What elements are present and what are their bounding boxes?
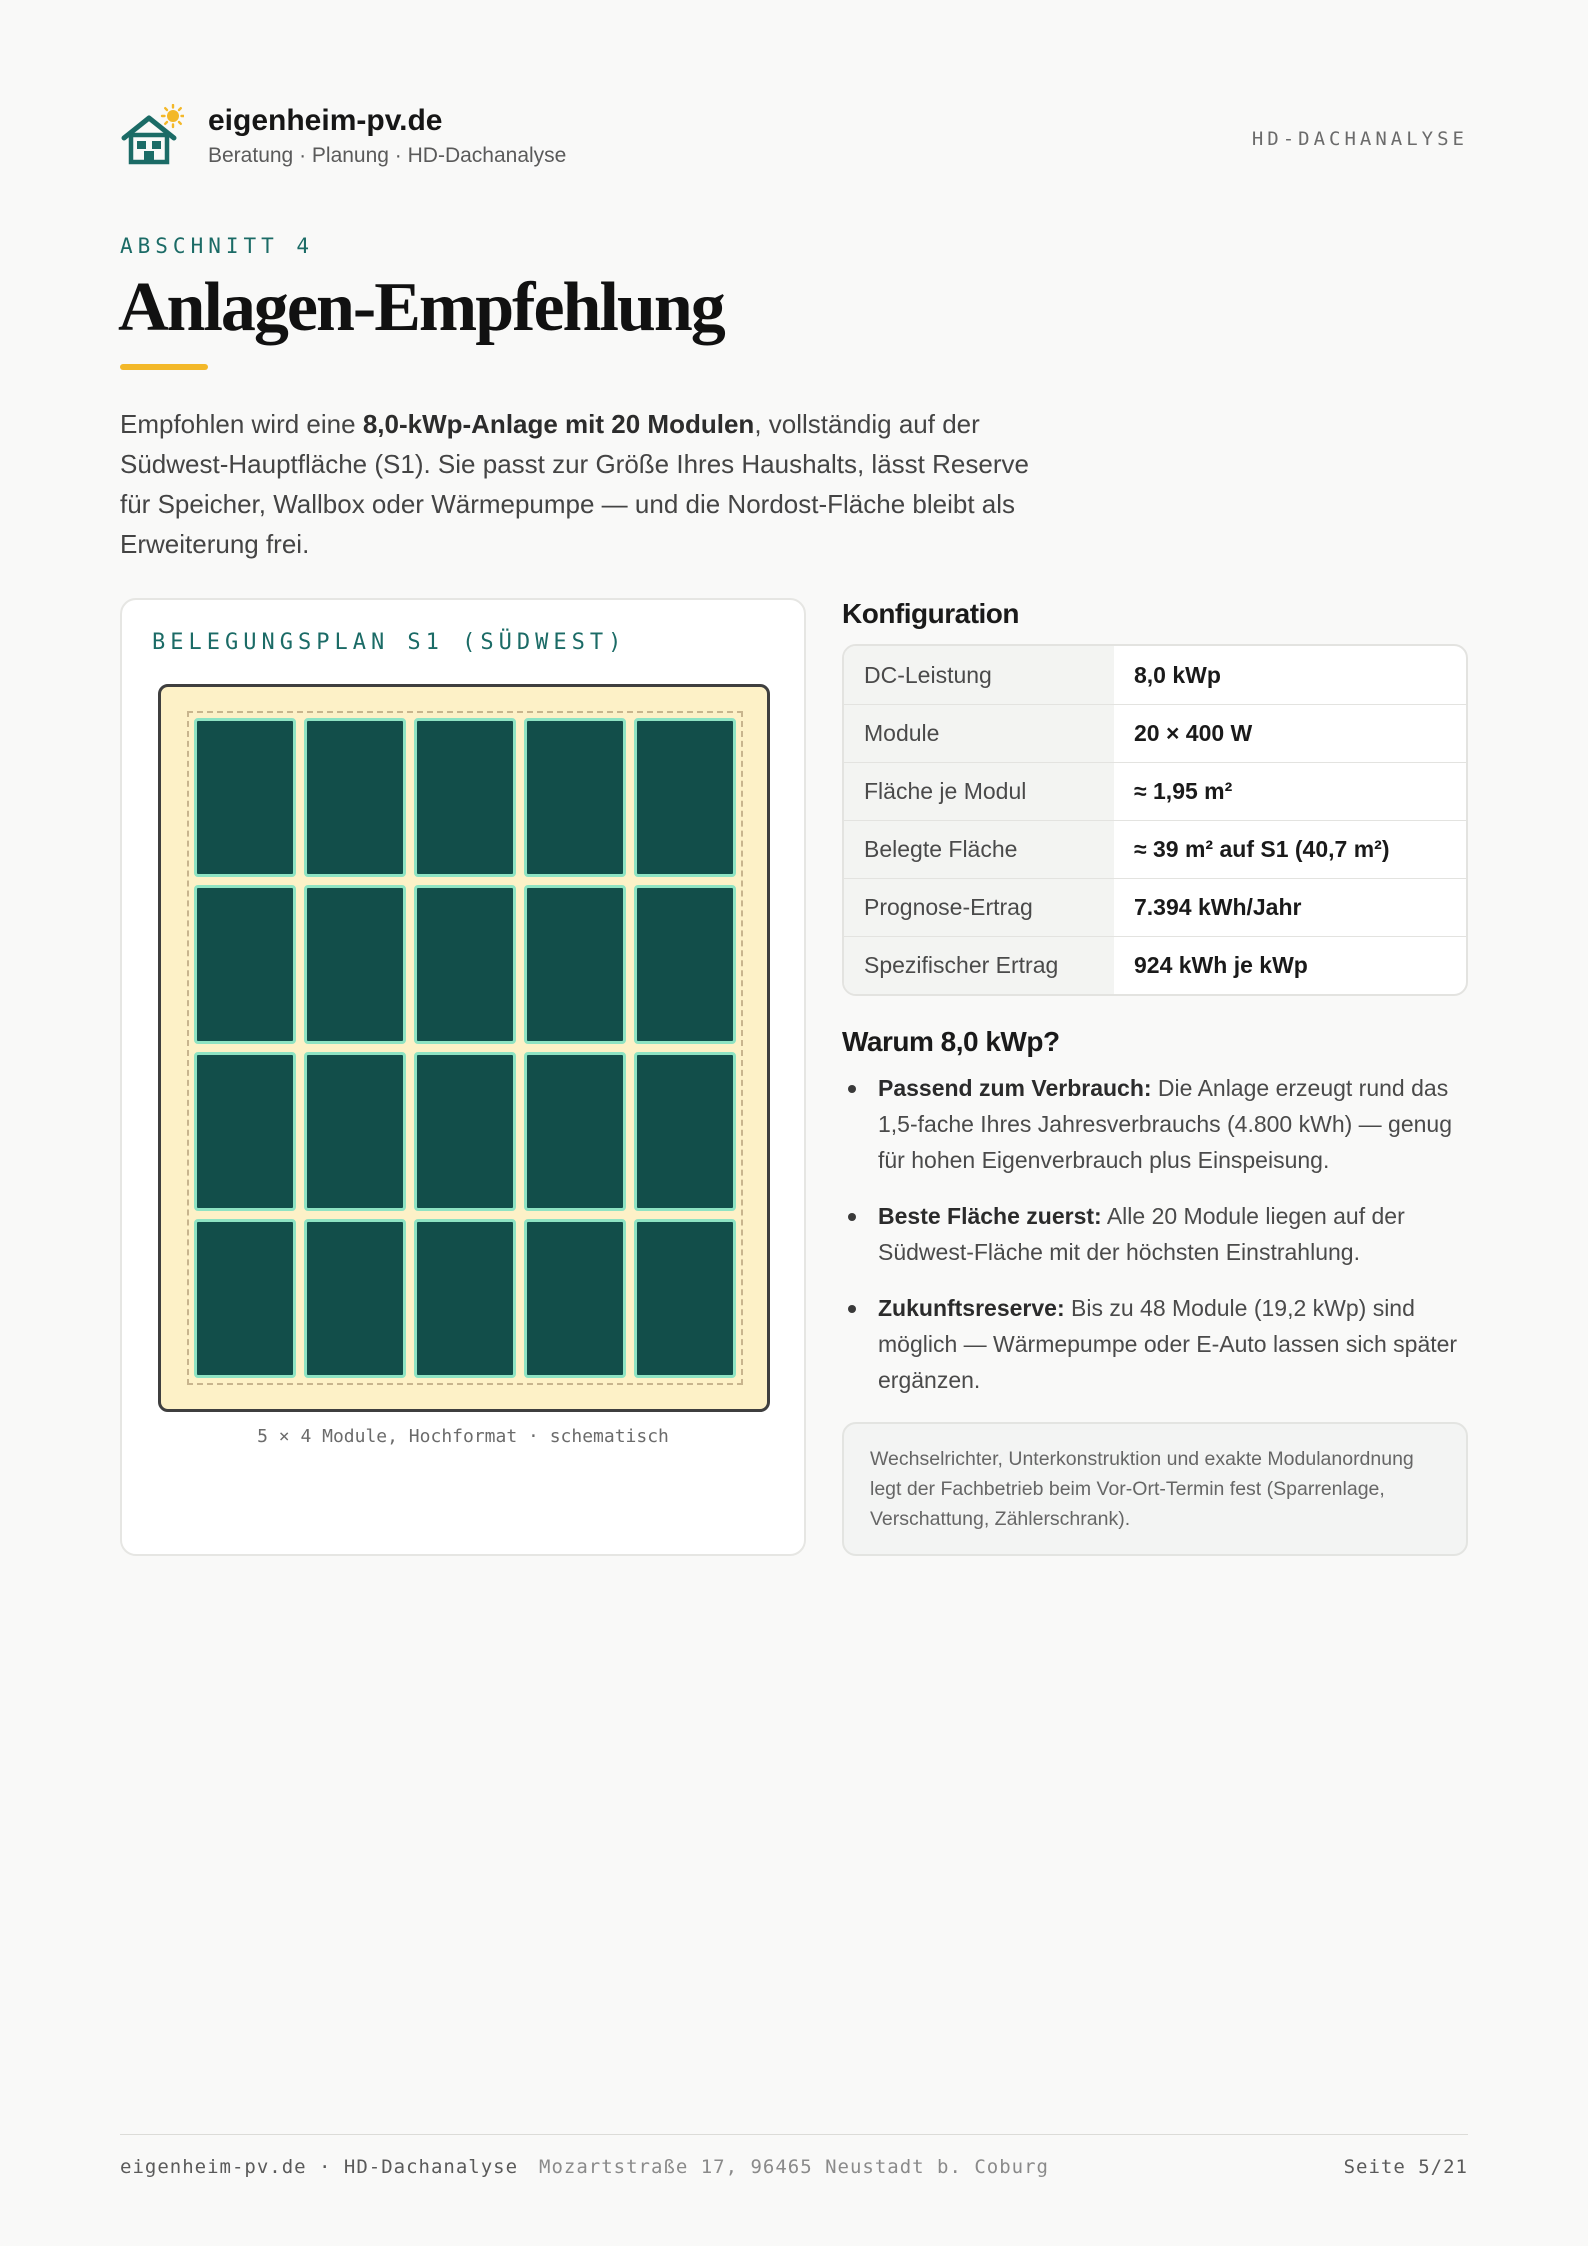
house-sun-icon	[120, 104, 184, 168]
config-label: Fläche je Modul	[844, 763, 1114, 820]
config-row	[844, 762, 1466, 820]
solar-module	[414, 885, 516, 1044]
config-row	[844, 936, 1466, 994]
config-row	[844, 704, 1466, 762]
intro-highlight: 8,0-kWp-Anlage mit 20 Modulen	[362, 409, 755, 439]
why-item-title: Zukunftsreserve:	[878, 1295, 1065, 1321]
config-label: Belegte Fläche	[844, 821, 1114, 878]
config-value: 924 kWh je kWp	[1134, 952, 1308, 978]
config-label: Prognose-Ertrag	[844, 879, 1114, 936]
solar-module	[304, 885, 406, 1044]
config-label: Module	[844, 705, 1114, 762]
section-kicker: ABSCHNITT 4	[120, 234, 315, 258]
why-item-text: Die Anlage erzeugt rund das 1,5-fache Ihres Jahresverbrauchs (4.800 kWh) — genug für hohen Eigenverbrauch plus Einspeisung.	[878, 1075, 1453, 1173]
config-value: ≈ 1,95 m²	[1134, 778, 1233, 804]
solar-module	[194, 1219, 296, 1378]
roof-surface	[158, 684, 770, 1412]
config-label: DC-Leistung	[844, 646, 1114, 704]
config-value: 20 × 400 W	[1134, 720, 1253, 746]
solar-module	[634, 1219, 736, 1378]
why-item-title: Beste Fläche zuerst:	[878, 1203, 1102, 1229]
solar-module	[414, 1052, 516, 1211]
solar-module	[194, 718, 296, 877]
config-heading: Konfiguration	[842, 598, 1020, 629]
brand-subtitle: Beratung · Planung · HD-Dachanalyse	[208, 144, 567, 167]
solar-module	[524, 1052, 626, 1211]
solar-module	[634, 718, 736, 877]
intro-text-2: , vollständig auf der Südwest-Hauptfläche (S1). Sie passt zur Größe Ihres Haushalts, lässt Reserve für Speicher, Wallbox oder Wärmepumpe — und die Nordost-Fläche bleibt als Erweiterung frei.	[120, 409, 1029, 559]
config-value: 8,0 kWp	[1134, 661, 1221, 688]
why-item-text: Bis zu 48 Module (19,2 kWp) sind möglich — Wärmepumpe oder E-Auto lassen sich später ergänzen.	[878, 1295, 1458, 1393]
config-row	[844, 646, 1466, 704]
config-row	[844, 820, 1466, 878]
page-title: Anlagen-Empfehlung	[118, 269, 724, 346]
solar-module	[524, 718, 626, 877]
why-item-title: Passend zum Verbrauch:	[878, 1075, 1152, 1101]
solar-module	[524, 885, 626, 1044]
solar-module	[304, 1219, 406, 1378]
why-heading: Warum 8,0 kWp?	[842, 1026, 1060, 1057]
module-grid	[194, 718, 736, 1378]
footer-address: Mozartstraße 17, 96465 Neustadt b. Coburg	[539, 2156, 1049, 2178]
layout-plan-card	[120, 598, 806, 1556]
info-note: Wechselrichter, Unterkonstruktion und exakte Modulanordnung legt der Fachbetrieb beim Vor-Ort-Termin fest (Sparrenlage, Verschattung, Zählerschrank).	[842, 1422, 1468, 1556]
footer-divider	[120, 2134, 1468, 2135]
why-list	[842, 1070, 1468, 1418]
plan-caption: 5 × 4 Module, Hochformat · schematisch	[257, 1426, 669, 1447]
config-label: Spezifischer Ertrag	[844, 937, 1114, 994]
config-value: 7.394 kWh/Jahr	[1134, 894, 1302, 920]
solar-module	[194, 1052, 296, 1211]
intro-text-1: Empfohlen wird eine	[120, 409, 363, 439]
config-table	[842, 644, 1468, 996]
title-underline	[120, 364, 208, 370]
solar-module	[194, 885, 296, 1044]
footer-left: eigenheim-pv.de · HD-Dachanalyse	[120, 2156, 519, 2178]
solar-module	[304, 1052, 406, 1211]
solar-module	[524, 1219, 626, 1378]
header-tag: HD-DACHANALYSE	[1251, 128, 1468, 150]
solar-module	[634, 885, 736, 1044]
why-item-text: Alle 20 Module liegen auf der Südwest-Fläche mit der höchsten Einstrahlung.	[878, 1203, 1405, 1265]
list-item	[842, 1198, 1468, 1270]
solar-module	[414, 1219, 516, 1378]
brand-name: eigenheim-pv.de	[208, 104, 443, 137]
solar-module	[634, 1052, 736, 1211]
list-item	[842, 1290, 1468, 1398]
plan-title: BELEGUNGSPLAN S1 (SÜDWEST)	[152, 630, 627, 655]
page-header	[120, 100, 1468, 180]
solar-module	[414, 718, 516, 877]
config-row	[844, 878, 1466, 936]
config-value: ≈ 39 m² auf S1 (40,7 m²)	[1134, 836, 1390, 862]
footer-page-number: Seite 5/21	[1343, 2156, 1468, 2178]
list-item	[842, 1070, 1468, 1178]
intro-paragraph	[120, 404, 1050, 564]
solar-module	[304, 718, 406, 877]
